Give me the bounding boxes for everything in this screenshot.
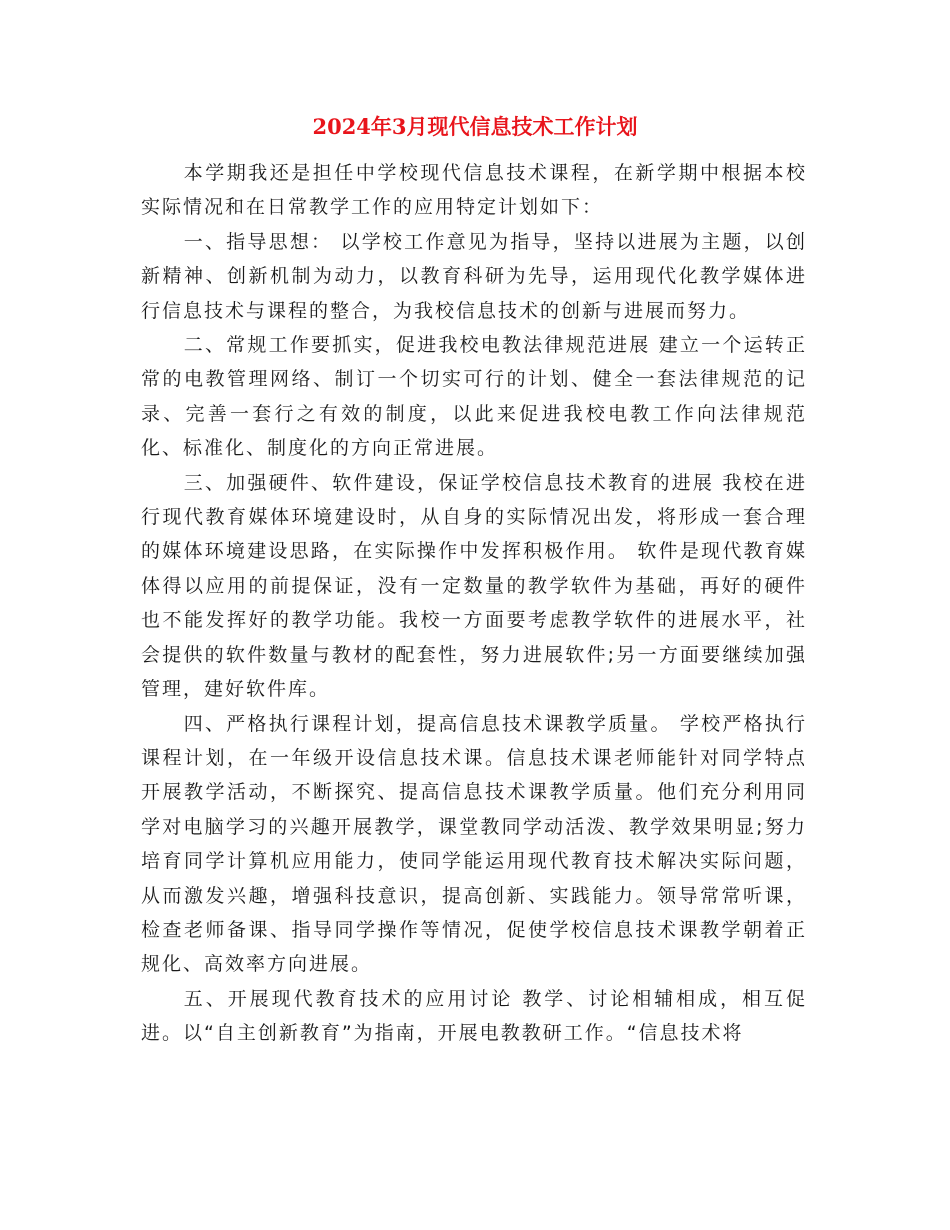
paragraph-curriculum: 四、严格执行课程计划，提高信息技术课教学质量。 学校严格执行课程计划，在一年级开设信息技术课。信息技术课老师能针对同学特点开展教学活动，不断探究、提高信息技术课教学质量。他们充分利用同学对电脑学习的兴趣开展教学，课堂教同学动活泼、教学效果明显;努力培育同学计算机应用能力，使同学能运用现代教育技术解决实际问题，从而激发兴趣，增强科技意识，提高创新、实践能力。领导常常听课，检查老师备课、指导同学操作等情况，促使学校信息技术课教学朝着正规化、高效率方向进展。	[141, 712, 807, 976]
document-title: 2024年3月现代信息技术工作计划	[312, 114, 638, 139]
document-body	[141, 156, 807, 1051]
paragraph-intro: 本学期我还是担任中学校现代信息技术课程，在新学期中根据本校实际情况和在日常教学工作的应用特定计划如下：	[141, 162, 807, 219]
paragraph-guiding-thought: 一、指导思想： 以学校工作意见为指导，坚持以进展为主题，以创新精神、创新机制为动力，以教育科研为先导，运用现代化教学媒体进行信息技术与课程的整合，为我校信息技术的创新与进展而努力。	[141, 230, 807, 322]
paragraph-hardware-software: 三、加强硬件、软件建设，保证学校信息技术教育的进展 我校在进行现代教育媒体环境建设时，从自身的实际情况出发，将形成一套合理的媒体环境建设思路，在实际操作中发挥积极作用。 软件是现代教育媒体得以应用的前提保证，没有一定数量的教学软件为基础，再好的硬件也不能发挥好的教学功能。我校一方面要考虑教学软件的进展水平，社会提供的软件数量与教材的配套性，努力进展软件;另一方面要继续加强管理，建好软件库。	[141, 471, 807, 701]
paragraph-research: 五、开展现代教育技术的应用讨论 教学、讨论相辅相成，相互促进。以“自主创新教育”为指南，开展电教教研工作。“信息技术将	[141, 987, 807, 1045]
paragraph-routine-work: 二、常规工作要抓实，促进我校电教法律规范进展 建立一个运转正常的电教管理网络、制订一个切实可行的计划、健全一套法律规范的记录、完善一套行之有效的制度，以此来促进我校电教工作向法律规范化、标准化、制度化的方向正常进展。	[141, 334, 807, 460]
